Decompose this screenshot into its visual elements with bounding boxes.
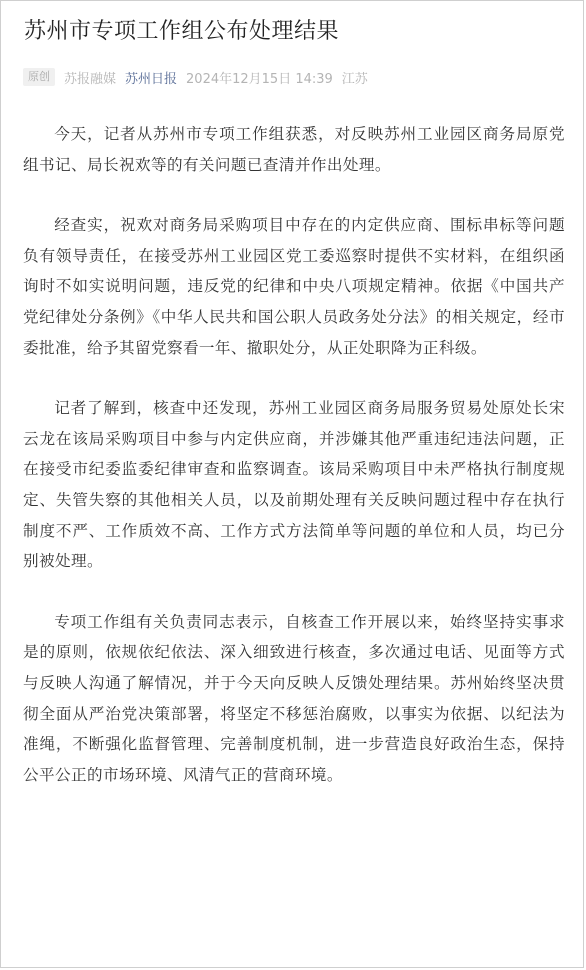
original-badge: 原创 [23, 68, 55, 86]
article-source: 苏报融媒 [64, 71, 117, 87]
article-paragraph: 记者了解到，核查中还发现，苏州工业园区商务局服务贸易处原处长宋云龙在该局采购项目中参与内定供应商，并涉嫌其他严重违纪违法问题，正在接受市纪委监委纪律审查和监察调查。该局采购项目中未严格执行制度规定、失管失察的其他相关人员，以及前期处理有关反映问题过程中存在执行制度不严、工作质效不高、工作方式方法简单等问题的单位和人员，均已分别被处理。 [23, 399, 565, 571]
account-name-link[interactable]: 苏州日报 [125, 71, 178, 87]
publish-location: 江苏 [341, 71, 368, 87]
article-body [23, 119, 565, 820]
article-meta [23, 67, 368, 87]
publish-datetime: 2024年12月15日 14:39 [186, 71, 333, 87]
article-title: 苏州市专项工作组公布处理结果 [24, 19, 340, 44]
article-paragraph: 今天，记者从苏州市专项工作组获悉，对反映苏州工业园区商务局原党组书记、局长祝欢等的有关问题已查清并作出处理。 [23, 125, 565, 174]
article-paragraph: 专项工作组有关负责同志表示，自核查工作开展以来，始终坚持实事求是的原则，依规依纪依法、深入细致进行核查，多次通过电话、见面等方式与反映人沟通了解情况，并于今天向反映人反馈处理结果。苏州始终坚决贯彻全面从严治党决策部署，将坚定不移惩治腐败，以事实为依据、以纪法为准绳，不断强化监督管理、完善制度机制，进一步营造良好政治生态，保持公平公正的市场环境、风清气正的营商环境。 [23, 612, 565, 784]
article-paragraph: 经查实，祝欢对商务局采购项目中存在的内定供应商、围标串标等问题负有领导责任，在接受苏州工业园区党工委巡察时提供不实材料，在组织函询时不如实说明问题，违反党的纪律和中央八项规定精神。依据《中国共产党纪律处分条例》《中华人民共和国公职人员政务处分法》的相关规定，经市委批准，给予其留党察看一年、撤职处分，从正处职降为正科级。 [23, 216, 565, 357]
